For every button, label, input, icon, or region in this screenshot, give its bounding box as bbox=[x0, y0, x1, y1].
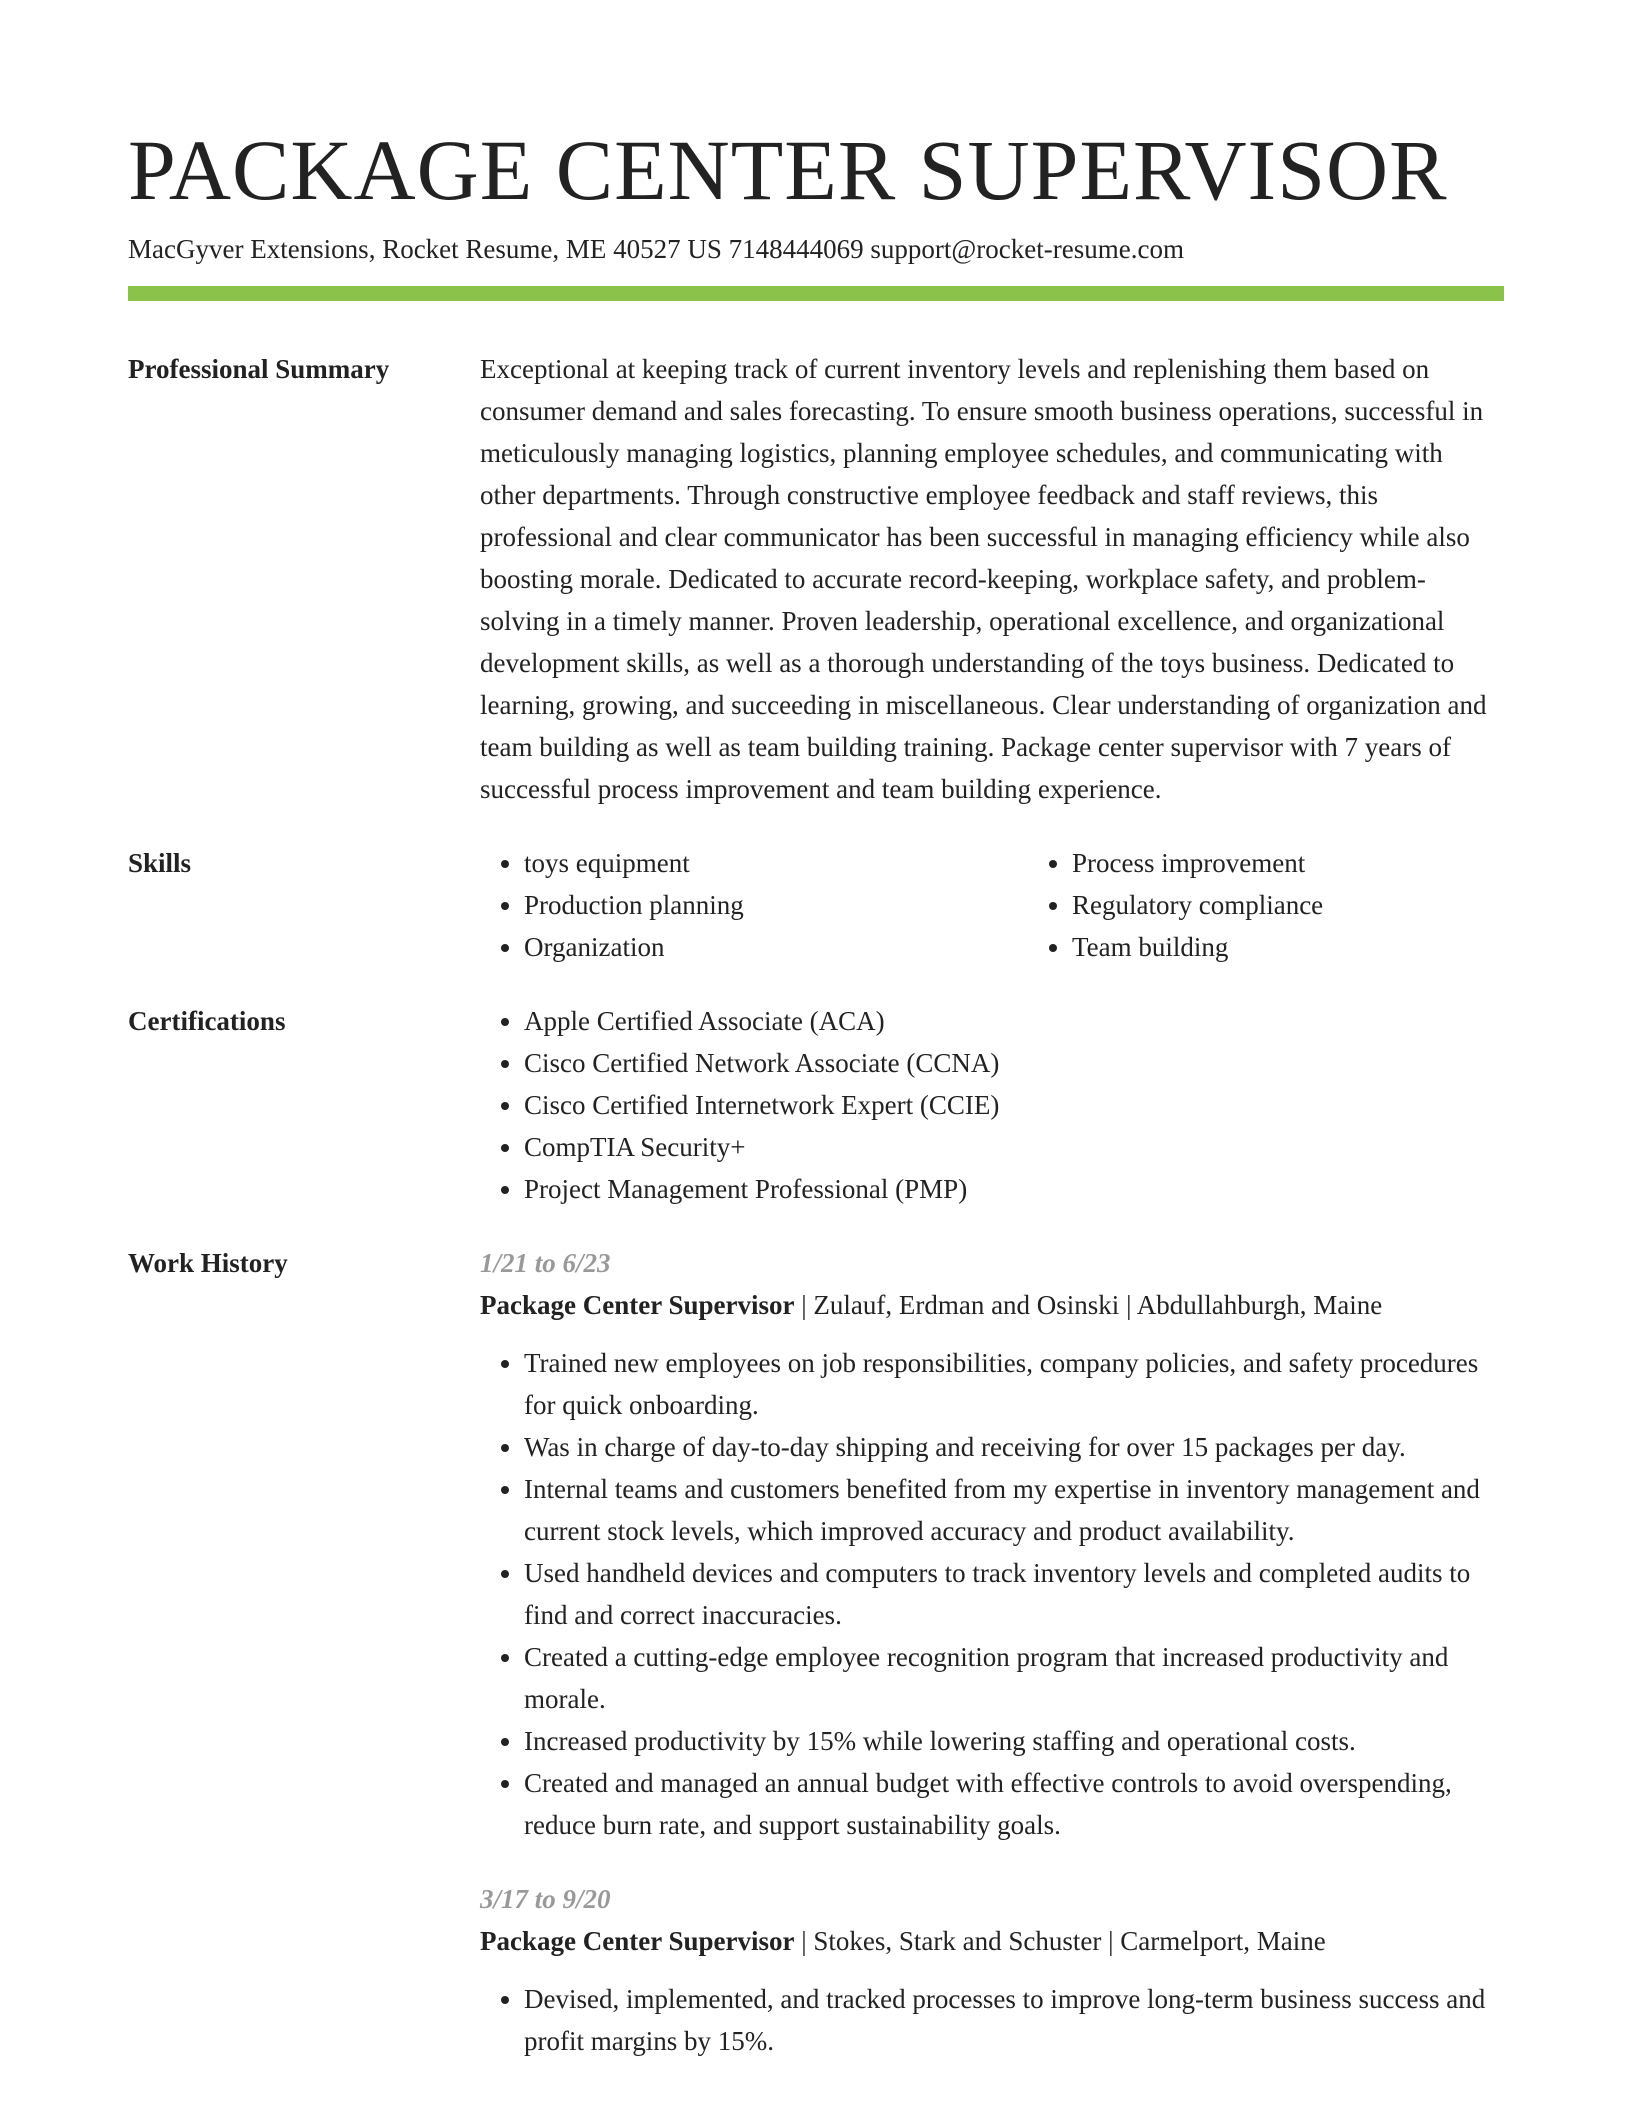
section-label-work-history: Work History bbox=[128, 1248, 288, 1278]
skill-item: • Team building bbox=[1072, 926, 1576, 968]
job-bullet: • Used handheld devices and computers to track inventory levels and completed audits to find and correct inaccuracies. bbox=[524, 1552, 1504, 1636]
section-label-skills: Skills bbox=[128, 848, 192, 878]
job-bullet: • Was in charge of day-to-day shipping and receiving for over 15 packages per day. bbox=[524, 1426, 1504, 1468]
skill-item: • toys equipment bbox=[524, 842, 1028, 884]
job-bullet: • Created and managed an annual budget with effective controls to avoid overspending, reduce burn rate, and support sustainability goals. bbox=[524, 1762, 1504, 1846]
certification-item: • Apple Certified Associate (ACA) bbox=[524, 1000, 1504, 1042]
job-employer-location: | Stokes, Stark and Schuster | Carmelport, Maine bbox=[794, 1926, 1326, 1956]
skills-column-1 bbox=[480, 842, 1028, 968]
skills-body bbox=[480, 842, 1576, 968]
summary-text: Exceptional at keeping track of current inventory levels and replenishing them based on consumer demand and sales forecasting. To ensure smooth business operations, successful in meticulously managing logistics, planning employee schedules, and communicating with other departments. Through constructive employee feedback and staff reviews, this professional and clear communicator has been successful in managing efficiency while also boosting morale. Dedicated to accurate record-keeping, workplace safety, and problem-solving in a timely manner. Proven leadership, operational excellence, and organizational development skills, as well as a thorough understanding of the toys business. Dedicated to learning, growing, and succeeding in miscellaneous. Clear understanding of organization and team building as well as team building training. Package center supervisor with 7 years of successful process improvement and team building experience. bbox=[480, 354, 1487, 804]
job-dates: 3/17 to 9/20 bbox=[480, 1884, 611, 1914]
resume-title: PACKAGE CENTER SUPERVISOR bbox=[128, 122, 1448, 218]
skill-item: • Production planning bbox=[524, 884, 1028, 926]
job-bullets bbox=[480, 1978, 1504, 2062]
work-history-body bbox=[480, 1242, 1504, 2094]
certification-item: • CompTIA Security+ bbox=[524, 1126, 1504, 1168]
job-heading bbox=[480, 1920, 1504, 1962]
header-divider bbox=[128, 286, 1504, 301]
job-employer-location: | Zulauf, Erdman and Osinski | Abdullahburgh, Maine bbox=[794, 1290, 1383, 1320]
job-dates: 1/21 to 6/23 bbox=[480, 1248, 611, 1278]
job-bullet: • Devised, implemented, and tracked processes to improve long-term business success and profit margins by 15%. bbox=[524, 1978, 1504, 2062]
summary-body bbox=[480, 348, 1504, 810]
job-bullet: • Increased productivity by 15% while lowering staffing and operational costs. bbox=[524, 1720, 1504, 1762]
skill-item: • Process improvement bbox=[1072, 842, 1576, 884]
resume-content bbox=[128, 348, 1504, 2094]
job-bullets bbox=[480, 1342, 1504, 1846]
job-entry bbox=[480, 1242, 1504, 1846]
skills-column-2 bbox=[1028, 842, 1576, 968]
section-label-certifications: Certifications bbox=[128, 1006, 286, 1036]
job-bullet: • Created a cutting-edge employee recognition program that increased productivity and morale. bbox=[524, 1636, 1504, 1720]
certification-item: • Project Management Professional (PMP) bbox=[524, 1168, 1504, 1210]
certifications-body bbox=[480, 1000, 1504, 1210]
skill-item: • Regulatory compliance bbox=[1072, 884, 1576, 926]
job-entry bbox=[480, 1878, 1504, 2062]
job-title: Package Center Supervisor bbox=[480, 1290, 795, 1320]
certification-item: • Cisco Certified Internetwork Expert (CCIE) bbox=[524, 1084, 1504, 1126]
skill-item: • Organization bbox=[524, 926, 1028, 968]
section-label-summary: Professional Summary bbox=[128, 354, 390, 384]
job-bullet: • Trained new employees on job responsibilities, company policies, and safety procedures for quick onboarding. bbox=[524, 1342, 1504, 1426]
professional-summary-section bbox=[128, 348, 1504, 810]
job-title: Package Center Supervisor bbox=[480, 1926, 795, 1956]
job-heading bbox=[480, 1284, 1504, 1326]
certifications-section bbox=[128, 1000, 1504, 1210]
skills-section bbox=[128, 842, 1504, 968]
certification-item: • Cisco Certified Network Associate (CCNA) bbox=[524, 1042, 1504, 1084]
certifications-list bbox=[480, 1000, 1504, 1210]
work-history-section bbox=[128, 1242, 1504, 2094]
job-bullet: • Internal teams and customers benefited from my expertise in inventory management and current stock levels, which improved accuracy and product availability. bbox=[524, 1468, 1504, 1552]
contact-line: MacGyver Extensions, Rocket Resume, ME 40527 US 7148444069 support@rocket-resume.com bbox=[128, 234, 1184, 264]
